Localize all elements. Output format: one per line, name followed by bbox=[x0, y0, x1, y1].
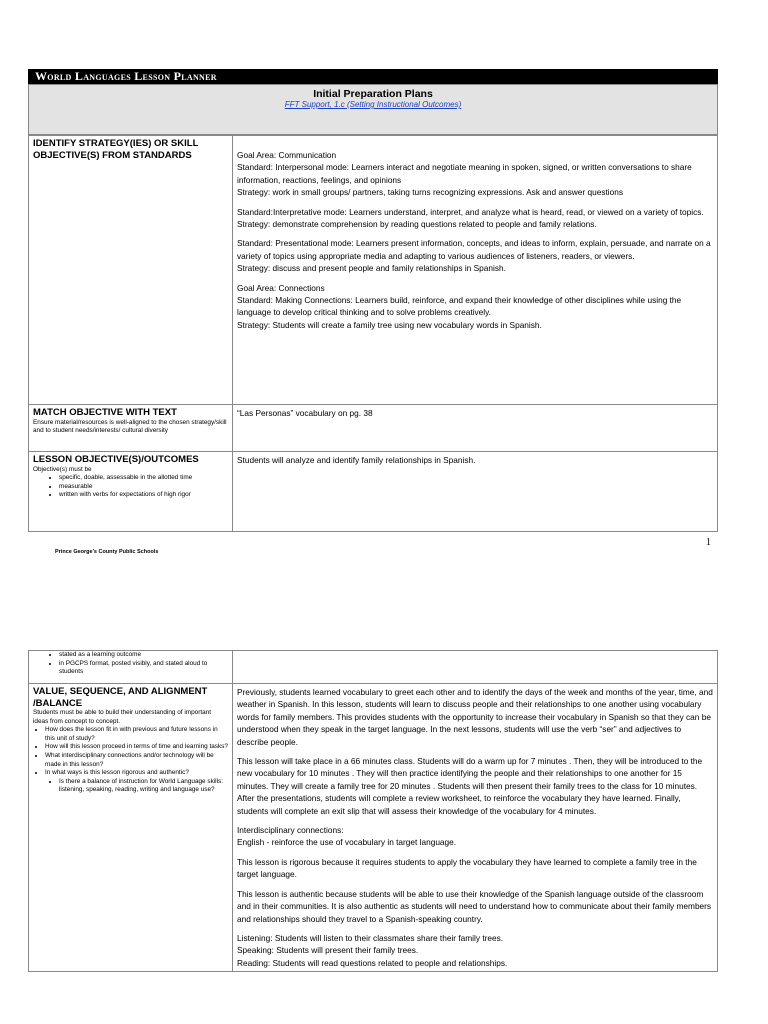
paragraph bbox=[237, 282, 713, 332]
objective-bullet: • measurable bbox=[59, 483, 228, 492]
paragraph bbox=[237, 932, 713, 969]
prep-title: Initial Preparation Plans bbox=[313, 88, 433, 100]
paragraph bbox=[237, 149, 713, 199]
paragraph bbox=[237, 824, 713, 849]
value-label-cell bbox=[29, 684, 233, 972]
paragraph bbox=[237, 206, 713, 231]
objectives-continued-bullets bbox=[33, 651, 228, 677]
value-bullet: • How will this lesson proceed in terms of time and learning tasks? bbox=[45, 743, 228, 752]
paragraph-line: Standard:Interpretative mode: Learners understand, interpret, and analyze what is heard, read, or viewed on a variety of topics. bbox=[237, 206, 704, 217]
objective-bullet: • specific, doable, assessable in the allotted time bbox=[59, 474, 228, 483]
row-objectives-continued bbox=[29, 651, 718, 684]
paragraph-line: Strategy: discuss and present people and family relationships in Spanish. bbox=[237, 263, 506, 274]
match-content-cell bbox=[233, 405, 718, 452]
identify-paragraphs bbox=[237, 149, 713, 331]
objectives-label-cell bbox=[29, 452, 233, 532]
paragraph bbox=[237, 888, 713, 925]
objectives-continued-cell bbox=[29, 651, 233, 684]
row-identify-strategy bbox=[29, 136, 718, 405]
paragraph-line: Previously, students learned vocabulary to greet each other and to identify the days of the week and months of the year, time, and weather in Spanish. In this lesson, students will learn to discuss people and their relationships to one another using vocabulary words for family members. This provides students with the opportunity to increase their vocabulary in Spanish so that they can be understood when they speak in the target language. In the next lessons, students will use the verb “ser” and adjectives to describe people. bbox=[237, 687, 713, 747]
value-note: Students must be able to build their understanding of important ideas from concept to concept. bbox=[33, 709, 211, 725]
page-2 bbox=[0, 618, 768, 1024]
planner-table-page-2 bbox=[28, 650, 718, 972]
paragraph-line: Goal Area: Connections bbox=[237, 282, 325, 293]
value-bullet bbox=[45, 769, 228, 795]
identify-heading: IDENTIFY STRATEGY(IES) OR SKILL OBJECTIVE(S) FROM STANDARDS bbox=[33, 138, 199, 161]
objective-bullet: • written with verbs for expectations of high rigor bbox=[59, 491, 228, 500]
paragraph bbox=[237, 686, 713, 748]
objectives-value: Students will analyze and identify family relationships in Spanish. bbox=[237, 455, 476, 465]
match-heading: MATCH OBJECTIVE WITH TEXT bbox=[33, 407, 177, 418]
paragraph-line: Strategy: demonstrate comprehension by reading questions related to people and family relations. bbox=[237, 219, 597, 230]
planner-table-page-1 bbox=[28, 135, 718, 532]
paragraph-line: This lesson will take place in a 66 minutes class. Students will do a warm up for 7 minutes . Then, they will be introduced to the new vocabulary for 10 minutes . They will then practice identifying the people and their relationships to one another for 15 minutes. They will create a family tree for 20 minutes . Students will then present their family trees to the class for 10 minutes. After the presentations, students will complete a review worksheet, to reinforce the vocabulary they have learned. Finally, students will complete an exit slip that will assess their knowledge of the vocabulary for 4 minutes. bbox=[237, 756, 703, 816]
match-value: “Las Personas” vocabulary on pg. 38 bbox=[237, 408, 373, 418]
page-number: 1 bbox=[706, 537, 711, 548]
match-note: Ensure material/resources is well-aligned to the chosen strategy/skill and to student needs/interests/ cultural diversity bbox=[33, 418, 227, 435]
value-content-cell bbox=[233, 684, 718, 972]
row-value-sequence bbox=[29, 684, 718, 972]
paragraph bbox=[237, 755, 713, 817]
paragraph-line: Interdisciplinary connections: bbox=[237, 825, 344, 836]
paragraph-line: This lesson is authentic because students will be able to use their knowledge of the Spanish language outside of the classroom and in their communities. It is also authentic as students will need to understand how to communicate about their family members and relationships should they travel to a Spanish-speaking country. bbox=[237, 888, 712, 924]
paragraph-line: English - reinforce the use of vocabulary in target language. bbox=[237, 837, 457, 848]
objectives-heading: LESSON OBJECTIVE(S)/OUTCOMES bbox=[33, 454, 199, 465]
footer-school-name: Prince George's County Public Schools bbox=[55, 549, 159, 555]
paragraph-line: This lesson is rigorous because it requires students to apply the vocabulary they have learned to complete a family tree in the target language. bbox=[237, 856, 697, 880]
objective-bullet: • in PGCPS format, posted visibly, and stated aloud to students bbox=[59, 660, 228, 677]
value-sub-bullets bbox=[45, 778, 228, 795]
value-bullet: • How does the lesson fit in with previous and future lessons in this unit of study? bbox=[45, 726, 228, 743]
paragraph-line: Listening: Students will listen to their classmates share their family trees. bbox=[237, 932, 504, 943]
identify-content-cell bbox=[233, 136, 718, 405]
objective-bullet: • stated as a learning outcome bbox=[59, 651, 228, 660]
paragraph-line: Standard: Presentational mode: Learners present information, concepts, and ideas to inform, explain, persuade, and narrate on a variety of topics using appropriate media and adapting to various audiences of listeners, readers, or viewers. bbox=[237, 238, 711, 261]
paragraph bbox=[237, 237, 713, 274]
row-lesson-objectives bbox=[29, 452, 718, 532]
objectives-continued-content bbox=[233, 651, 718, 684]
value-paragraphs bbox=[237, 686, 713, 969]
paragraph-line: Strategy: Students will create a family tree using new vocabulary words in Spanish. bbox=[237, 319, 542, 330]
objectives-bullets bbox=[33, 474, 228, 500]
value-sub-bullet: • Is there a balance of instruction for World Language skills: listening, speaking, reading, writing and language use? bbox=[59, 778, 228, 795]
match-label-cell bbox=[29, 405, 233, 452]
paragraph-line: Speaking: Students will present their family trees. bbox=[237, 945, 419, 956]
paragraph-line: Standard: Interpersonal mode: Learners interact and negotiate meaning in spoken, signed, or written conversations to share information, reactions, feelings, and opinions bbox=[237, 162, 692, 185]
paragraph bbox=[237, 856, 713, 881]
row-match-objective bbox=[29, 405, 718, 452]
value-bullet: • What interdisciplinary connections and/or technology will be made in this lesson? bbox=[45, 752, 228, 769]
paragraph-line: Standard: Making Connections: Learners build, reinforce, and expand their knowledge of other disciplines while using the language to develop critical thinking and to solve problems creatively. bbox=[237, 295, 682, 318]
value-bullet-text: In what ways is this lesson rigorous and authentic? bbox=[45, 769, 189, 777]
planner-title: World Languages Lesson Planner bbox=[28, 69, 718, 84]
fft-support-link[interactable]: FFT Support, 1.c (Setting Instructional Outcomes) bbox=[284, 100, 462, 109]
paragraph-line: Goal Area: Communication bbox=[237, 150, 337, 160]
value-heading: VALUE, SEQUENCE, AND ALIGNMENT /BALANCE bbox=[33, 686, 208, 709]
paragraph-line: Reading: Students will read questions related to people and relationships. bbox=[237, 957, 508, 968]
objectives-content-cell bbox=[233, 452, 718, 532]
prep-header bbox=[28, 84, 718, 135]
objectives-note: Objective(s) must be bbox=[33, 465, 92, 473]
identify-label-cell bbox=[29, 136, 233, 405]
value-bullets bbox=[33, 726, 228, 795]
paragraph-line: Strategy: work in small groups/ partners, taking turns recognizing expressions. Ask and answer questions bbox=[237, 187, 623, 198]
